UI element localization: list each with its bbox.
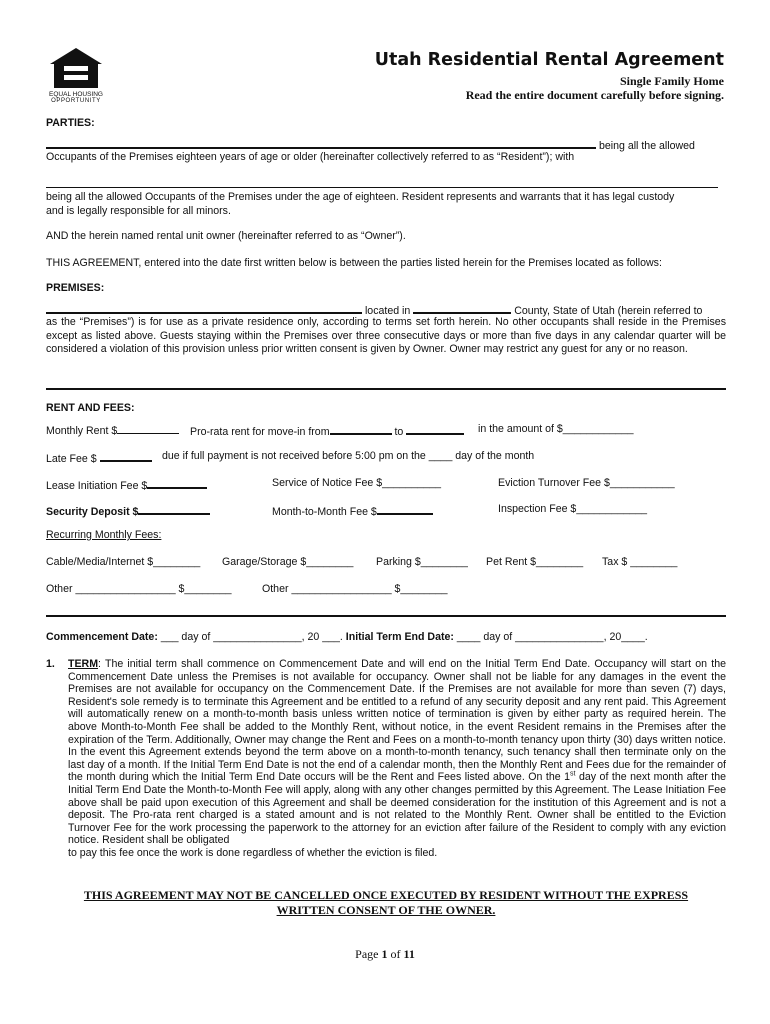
recurring-heading: Recurring Monthly Fees:	[46, 529, 162, 541]
minor-names-field[interactable]	[46, 175, 718, 188]
eviction-turnover-fee[interactable]: Eviction Turnover Fee $___________	[498, 477, 675, 489]
rent-heading: RENT AND FEES:	[46, 402, 135, 414]
cancellation-notice	[46, 888, 726, 918]
document-instruction: Read the entire document carefully before signing.	[465, 88, 724, 102]
late-fee-text: due if full payment is not received before 5:00 pm on the ____ day of the month	[162, 450, 535, 462]
dates-line	[46, 631, 648, 643]
prorata-from-field[interactable]	[330, 423, 392, 435]
parties-line1-suffix: being all the allowed	[598, 140, 695, 152]
term-sup: st	[570, 770, 576, 778]
owner-statement: AND the herein named rental unit owner (hereinafter referred to as “Owner”).	[46, 230, 406, 242]
commencement-label: Commencement Date:	[46, 631, 158, 643]
section-divider	[46, 615, 726, 617]
section-divider	[46, 388, 726, 390]
county-label: County, State of Utah (herein referred to	[514, 305, 703, 317]
notice-line-2: WRITTEN CONSENT OF THE OWNER.	[276, 903, 496, 917]
garage-fee[interactable]: Garage/Storage $________	[222, 556, 354, 568]
month-to-month-field[interactable]	[377, 503, 433, 515]
late-fee: Late Fee $	[46, 450, 152, 465]
document-subtitle: Single Family Home	[620, 74, 724, 88]
other-fee-2[interactable]: Other _________________ $________	[262, 583, 448, 595]
premises-address-field[interactable]	[46, 302, 362, 314]
late-fee-field[interactable]	[100, 450, 152, 462]
initial-term-label: Initial Term End Date:	[345, 631, 454, 643]
term-text-a: : The initial term shall commence on Commencement Date and will end on the Initial Term End Date. Occupancy will start on the Commencement Date unless the Premises is not available for occupancy. Owner shall not be liable for any damages in the event the Premises are not available for occupancy on the Commencement Date. If the Premises are not available for more than seven (7) days, Resident's sole remedy is to terminate this Agreement and be entitled to a refund of any security deposit and any rent paid. This Agreement will automatically renew on a month-to-month basis unless written notice of termination is given by either party as required herein. The above Month-to-Month Fee shall be added to the Monthly Rent, without notice, in the event Resident remains in the Premises after the expiration of the Term. Additionally, Owner may change the Rent and Fees on a month-to-month tenancy upon thirty (30) days written notice. In the event this Agreement extends beyond the term above on a month-to-month tenancy, such tenancy shall then terminate only on the last day of a month. If the Initial Term End Date is not the end of a calendar month, then the Monthly Rent and Fees due for the remainder of the month during which the Initial Term End Date occurs will be the Rent and Fees listed above. On the 1	[68, 658, 726, 784]
monthly-rent: Monthly Rent $	[46, 423, 179, 437]
parties-line1	[46, 137, 726, 152]
parties-line2: Occupants of the Premises eighteen years of age or older (hereinafter collectively referred to as “Resident”); with	[46, 151, 575, 163]
page-total: 11	[403, 947, 415, 961]
term-number: 1.	[46, 658, 55, 670]
prorata-to-field[interactable]	[406, 423, 464, 435]
commencement-date-field[interactable]: ___ day of _______________, 20 ___.	[160, 631, 343, 643]
svg-text:EQUAL HOUSING: EQUAL HOUSING	[49, 91, 103, 98]
premises-heading: PREMISES:	[46, 282, 105, 294]
parties-line4: and is legally responsible for all minors.	[46, 205, 231, 217]
document-title: Utah Residential Rental Agreement	[374, 50, 724, 70]
month-to-month-fee: Month-to-Month Fee $	[272, 503, 433, 518]
inspection-fee[interactable]: Inspection Fee $____________	[498, 503, 648, 515]
located-in-label: located in	[364, 305, 411, 317]
equal-housing-logo	[46, 44, 106, 102]
term-text-b: day of the next month after the Initial Term End Date the Month-to-Month Fee will apply, along with any other changes permitted by this Agreement. The Lease Initiation Fee above shall be paid upon execution of this Agreement and shall be deemed consideration for the institution of this Agreement and is not a deposit. The Pro-rata rent charged is a stated amount and is not related to the Monthly Rent. Owner shall be entitled to the Eviction Turnover Fee for the work processing the paperwork to the attorney for an eviction after failure of the Resident to comply with any eviction notice. Resident shall be obligated	[68, 771, 727, 847]
lease-initiation-field[interactable]	[147, 477, 207, 489]
other-fee-1[interactable]: Other _________________ $________	[46, 583, 232, 595]
of-word: of	[390, 947, 401, 961]
premises-text: as the “Premises”) is for use as a private residence only, according to terms set forth herein. No other occupants shall reside in the Premises except as listed above. Guests staying within the Premises over three consecutive days or more than five days in any calendar quarter will be considered a violation of this provision unless prior written consent is given by Owner. Owner may restrict any guest for any or no reason.	[46, 316, 726, 356]
term-clause	[68, 658, 726, 860]
notice-line-1: THIS AGREEMENT MAY NOT BE CANCELLED ONCE EXECUTED BY RESIDENT WITHOUT THE EXPRESS	[83, 888, 689, 902]
page-current: 1	[381, 947, 388, 961]
security-deposit: Security Deposit $	[46, 503, 210, 518]
prorata: Pro-rata rent for move-in from to	[190, 423, 464, 438]
term-text-c: to pay this fee once the work is done regardless of whether the eviction is filed.	[68, 846, 438, 859]
monthly-rent-field[interactable]	[117, 423, 179, 434]
cable-fee[interactable]: Cable/Media/Internet $________	[46, 556, 201, 568]
agreement-statement: THIS AGREEMENT, entered into the date first written below is between the parties listed herein for the Premises located as follows:	[46, 257, 662, 269]
parking-fee[interactable]: Parking $________	[376, 556, 468, 568]
service-notice-fee[interactable]: Service of Notice Fee $__________	[272, 477, 442, 489]
resident-names-field[interactable]	[46, 137, 596, 149]
premises-line1	[46, 302, 726, 317]
prorata-amount[interactable]: in the amount of $____________	[478, 423, 634, 435]
parties-heading: PARTIES:	[46, 117, 95, 129]
tax-fee[interactable]: Tax $ ________	[602, 556, 678, 568]
security-deposit-field[interactable]	[138, 503, 210, 515]
lease-initiation-fee: Lease Initiation Fee $	[46, 477, 207, 492]
county-field[interactable]	[413, 302, 511, 314]
page-number	[0, 947, 770, 962]
pet-rent-fee[interactable]: Pet Rent $________	[486, 556, 584, 568]
parties-line3: being all the allowed Occupants of the Premises under the age of eighteen. Resident represents and warrants that it has legal custody	[46, 191, 675, 203]
page-word: Page	[355, 947, 379, 961]
initial-term-date-field[interactable]: ____ day of _______________, 20____.	[456, 631, 648, 643]
term-label: TERM	[68, 658, 99, 670]
equal-housing-icon	[46, 44, 106, 102]
svg-text:OPPORTUNITY: OPPORTUNITY	[51, 98, 101, 102]
